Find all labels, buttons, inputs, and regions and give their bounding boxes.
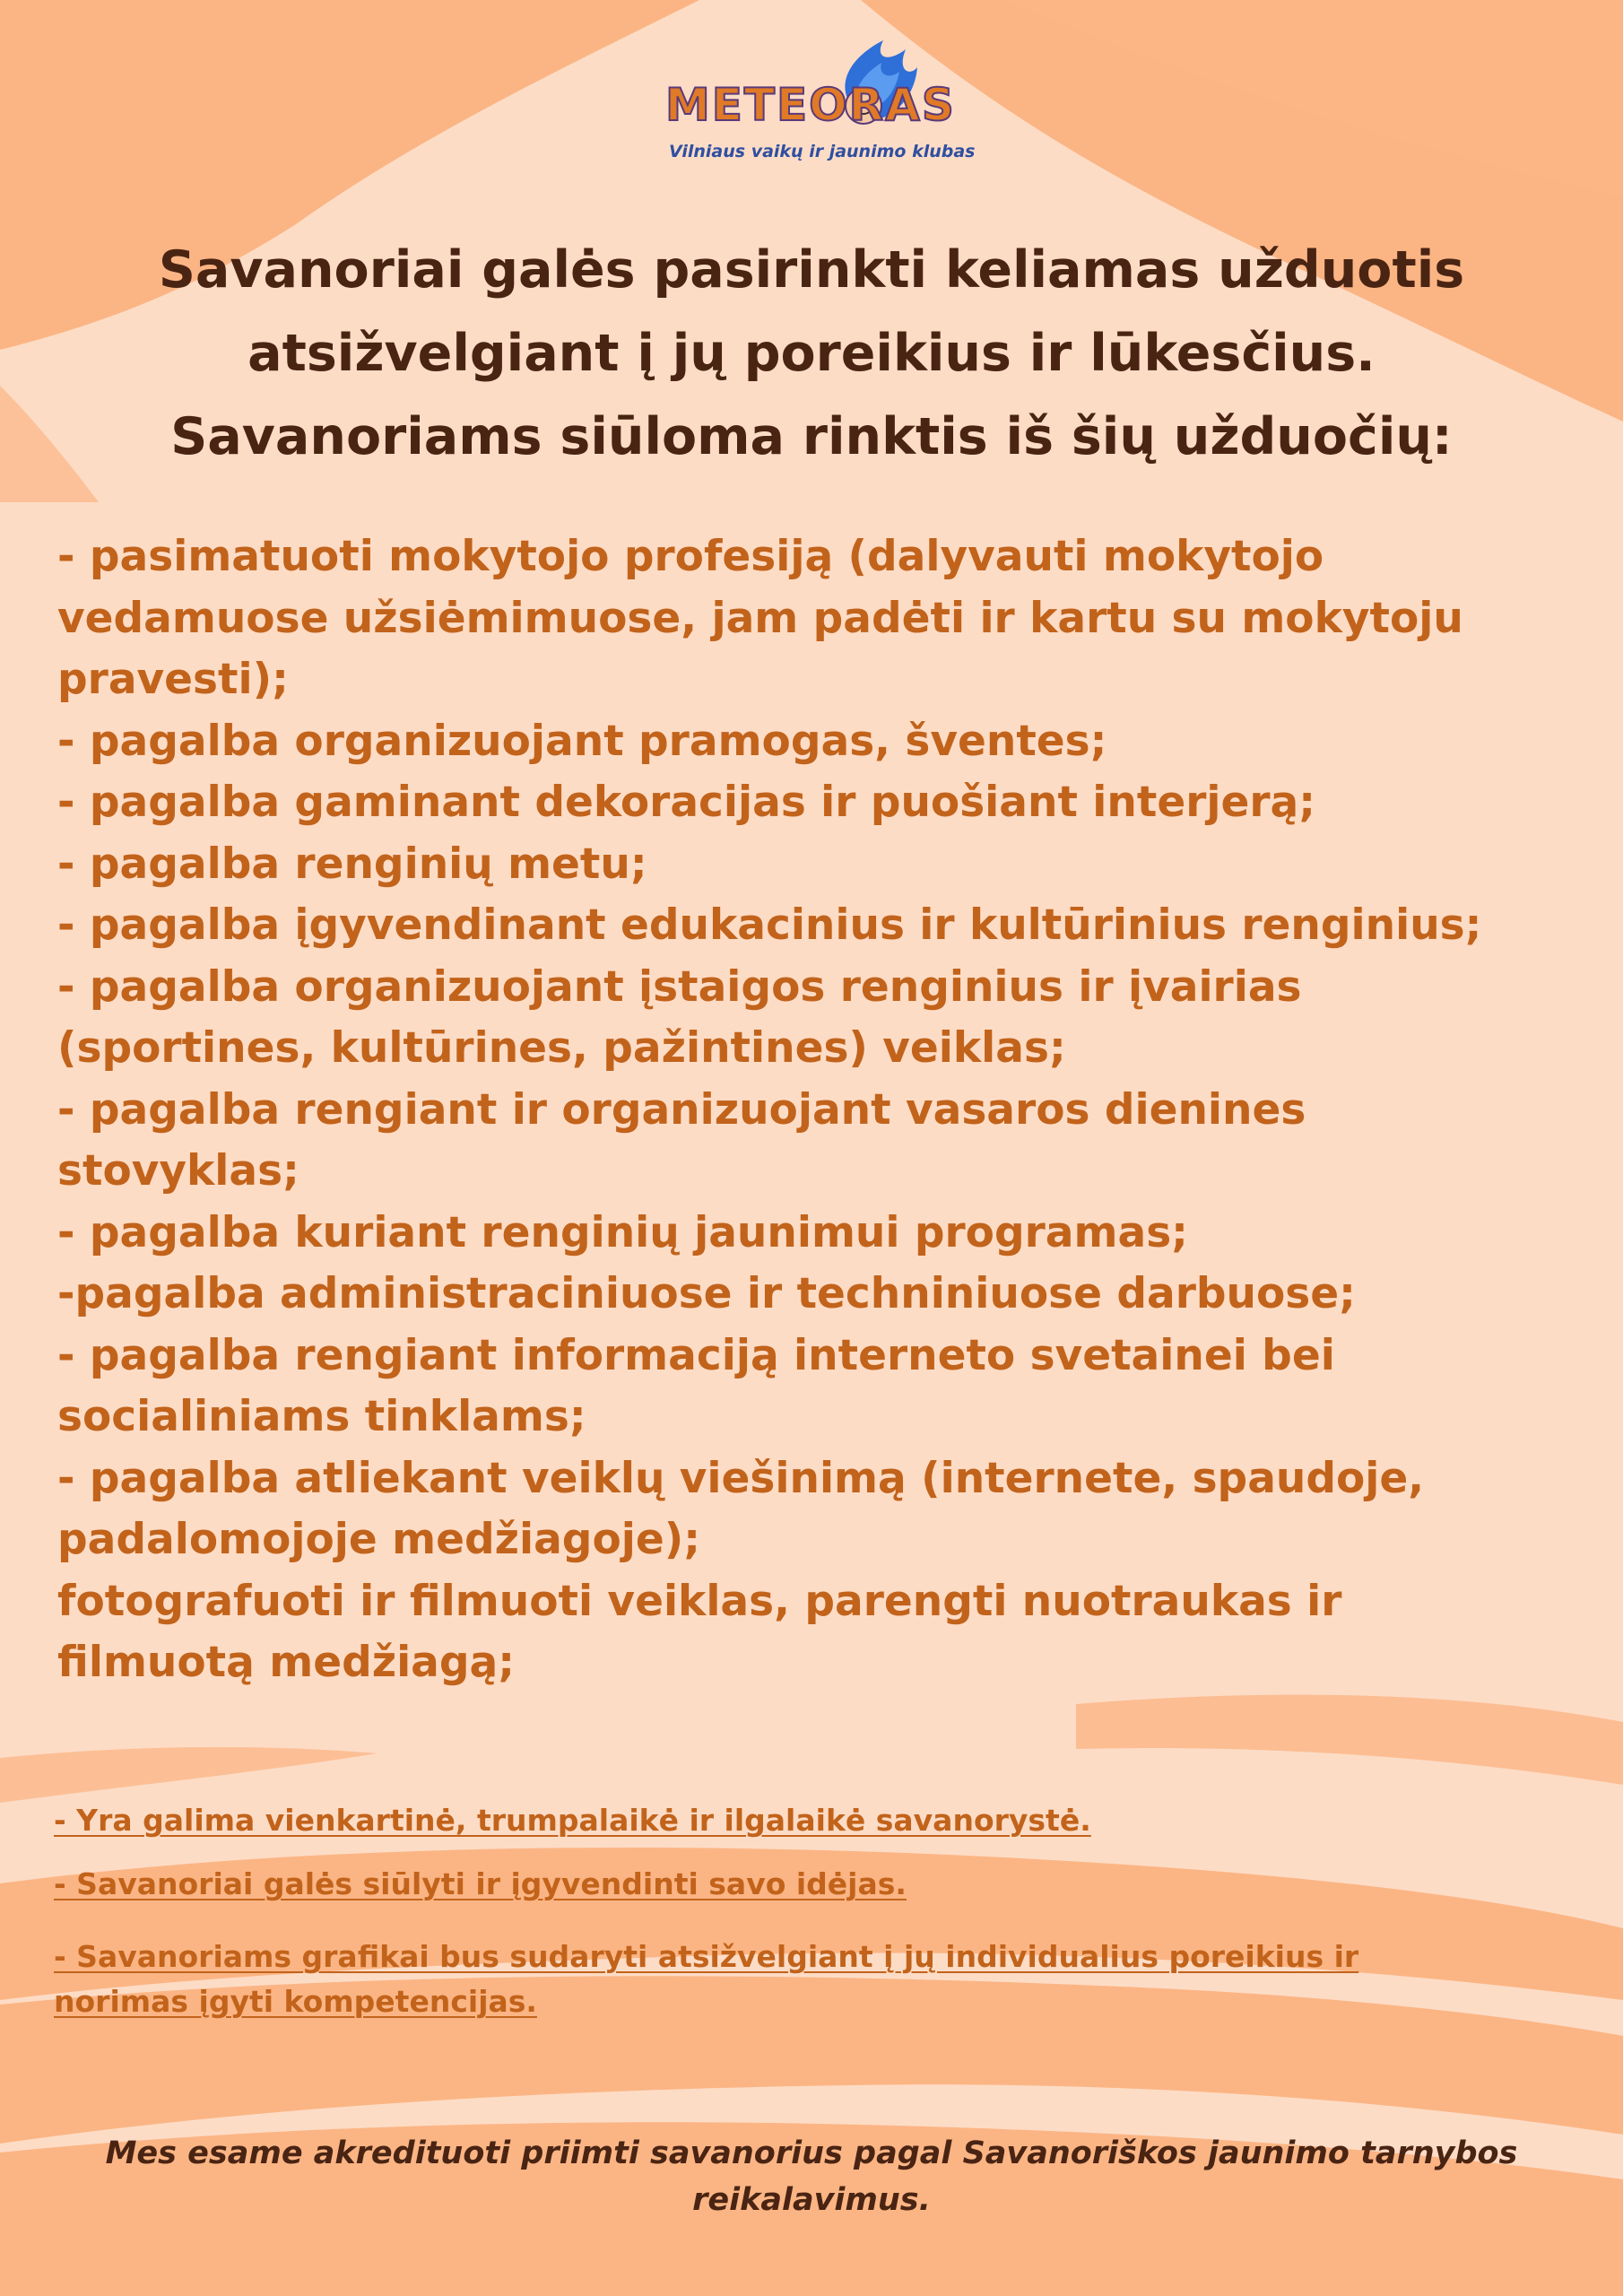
task-line: vedamuose užsiėmimuose, jam padėti ir kartu su mokytoju xyxy=(57,593,1463,643)
task-line: - pagalba atliekant veiklų viešinimą (internete, spaudoje, xyxy=(57,1453,1425,1503)
headline-line: atsižvelgiant į jų poreikius ir lūkesčius. xyxy=(247,324,1376,383)
brand-wordmark: METEORAS xyxy=(665,79,956,131)
task-line: pravesti); xyxy=(57,655,289,704)
accreditation-footer xyxy=(36,2130,1587,2223)
headline-line: Savanoriai galės pasirinkti keliamas užduotis xyxy=(158,240,1465,300)
note-one-time: - Yra galima vienkartinė, trumpalaikė ir ilgalaikė savanorystė. xyxy=(54,1803,1091,1838)
task-line: - pagalba įgyvendinant edukacinius ir kultūrinius renginius; xyxy=(57,900,1482,950)
brand-tagline: Vilniaus vaikų ir jaunimo klubas xyxy=(669,142,976,161)
task-line: - pagalba kuriant renginių jaunimui programas; xyxy=(57,1207,1188,1257)
task-line: (sportines, kultūrines, pažintines) veiklas; xyxy=(57,1023,1066,1073)
note-ideas: - Savanoriai galės siūlyti ir įgyvendinti savo idėjas. xyxy=(54,1866,907,1901)
task-line: socialiniams tinklams; xyxy=(57,1392,586,1441)
task-line: -pagalba administraciniuose ir techniniuose darbuose; xyxy=(57,1269,1356,1318)
footer-line: reikalavimus. xyxy=(692,2182,931,2218)
footer-line: Mes esame akredituoti priimti savanorius pagal Savanoriškos jaunimo tarnybos xyxy=(105,2135,1518,2171)
task-line: filmuotą medžiagą; xyxy=(57,1638,516,1687)
task-line: - pagalba gaminant dekoracijas ir puošiant interjerą; xyxy=(57,778,1316,827)
task-line: - pagalba organizuojant pramogas, šventes; xyxy=(57,716,1107,766)
meteoras-logo xyxy=(664,36,976,170)
task-line: stovyklas; xyxy=(57,1146,299,1196)
task-line: fotografuoti ir filmuoti veiklas, parengti nuotraukas ir xyxy=(57,1576,1342,1626)
task-line: - pagalba rengiant informaciją interneto svetainei bei xyxy=(57,1330,1335,1380)
notes xyxy=(54,1798,1578,2024)
headline-line: Savanoriams siūloma rinktis iš šių užduočių: xyxy=(170,407,1453,466)
task-line: padalomojoje medžiagoje); xyxy=(57,1515,701,1564)
task-line: - pagalba rengiant ir organizuojant vasaros dienines xyxy=(57,1084,1306,1135)
note-schedule: - Savanoriams grafikai bus sudaryti atsižvelgiant į jų individualius poreikius ir xyxy=(54,1939,1359,1974)
task-line: - pagalba renginių metu; xyxy=(57,839,647,889)
task-line: - pagalba organizuojant įstaigos renginius ir įvairias xyxy=(57,961,1302,1012)
task-line: - pasimatuoti mokytojo profesiją (dalyvauti mokytojo xyxy=(57,532,1324,581)
note-schedule-cont: norimas įgyti kompetencijas. xyxy=(54,1984,537,2019)
headline xyxy=(54,229,1569,479)
task-list xyxy=(57,526,1582,1694)
